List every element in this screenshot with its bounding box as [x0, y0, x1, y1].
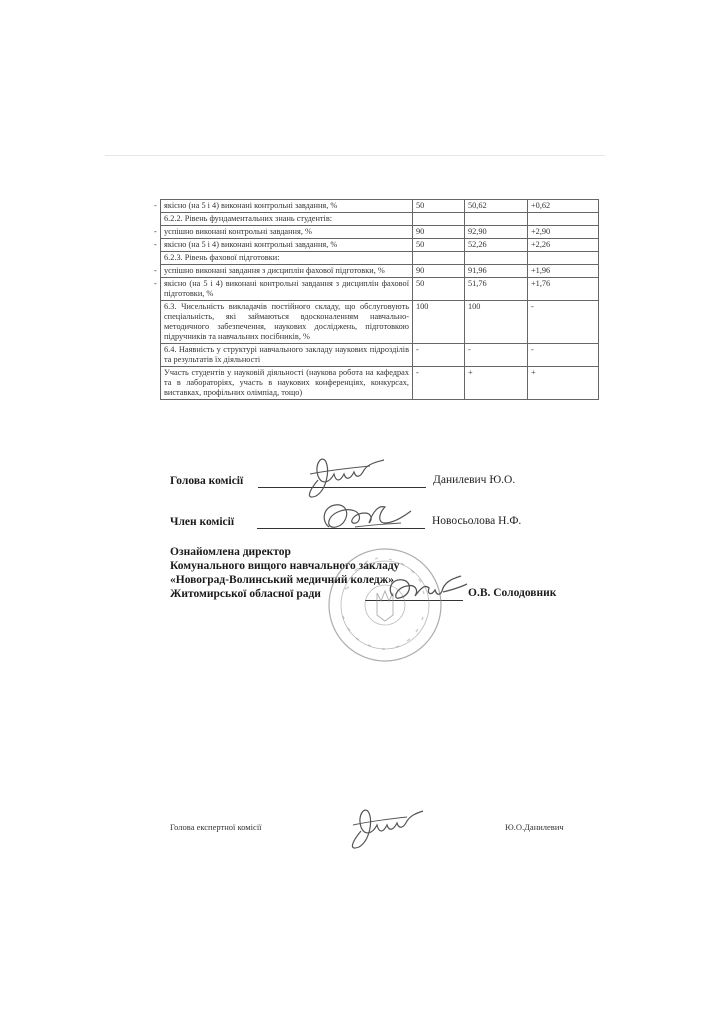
assessment-table: [154, 199, 599, 400]
planned-value: [413, 252, 465, 265]
table-row: [161, 367, 599, 400]
row-description-text: якісно (на 5 і 4) виконані контрольні завдання, %: [164, 201, 338, 210]
ack-line-3: «Новоград-Волинський медичний коледж»: [170, 574, 394, 586]
deviation-value: -: [528, 301, 599, 344]
row-description-text: 6.4. Наявність у структурі навчального закладу наукових підрозділів та результатів їх діяльності: [164, 345, 409, 364]
bullet-dash: -: [154, 266, 157, 275]
actual-value: [465, 213, 528, 226]
actual-value: 91,96: [465, 265, 528, 278]
planned-value: 90: [413, 265, 465, 278]
chair-handwritten-signature: [300, 452, 390, 502]
row-description: [154, 200, 413, 213]
row-description: [154, 226, 413, 239]
deviation-value: +1,96: [528, 265, 599, 278]
scan-edge: [105, 155, 605, 156]
row-description: [161, 252, 413, 265]
bullet-dash: -: [154, 201, 157, 210]
table-row: [161, 278, 599, 301]
table-row: [161, 265, 599, 278]
planned-value: 50: [413, 278, 465, 301]
actual-value: 100: [465, 301, 528, 344]
table-row: [161, 226, 599, 239]
actual-value: -: [465, 344, 528, 367]
row-description-text: Участь студентів у науковій діяльності (наукова робота на кафедрах та в лабораторіях, участь в наукових конференціях, конкурсах, виставках, профільних олімпіад, тощо): [164, 368, 409, 397]
assessment-table-body: [154, 200, 599, 400]
row-description-text: 6.2.2. Рівень фундаментальних знань студентів:: [164, 214, 333, 223]
actual-value: [465, 252, 528, 265]
deviation-value: +0,62: [528, 200, 599, 213]
chair-signature-row: [170, 475, 243, 487]
deviation-value: -: [528, 344, 599, 367]
actual-value: 51,76: [465, 278, 528, 301]
member-label: Член комісії: [170, 516, 235, 528]
bullet-dash: -: [154, 240, 157, 249]
actual-value: 50,62: [465, 200, 528, 213]
table-row: [161, 344, 599, 367]
director-name: О.В. Солодовник: [468, 587, 557, 599]
bullet-dash: -: [154, 227, 157, 236]
row-description-text: 6.3. Чисельність викладачів постійного складу, що обслуговують спеціальність, які займаються вдосконаленням навчально-методичного забезпечення, наукових досліджень, підготовкою підручників та навчальних посібників, %: [164, 302, 409, 341]
footer-label: Голова експертної комісії: [170, 822, 262, 832]
row-description-text: успішно виконані завдання з дисциплін фахової підготовки, %: [164, 266, 385, 275]
row-description: [154, 265, 413, 278]
member-handwritten-signature: [315, 497, 415, 537]
deviation-value: [528, 252, 599, 265]
planned-value: 50: [413, 239, 465, 252]
ack-line-4: Житомирської обласної ради: [170, 588, 321, 600]
member-name: Новосьолова Н.Ф.: [432, 515, 522, 527]
deviation-value: +1,76: [528, 278, 599, 301]
deviation-value: [528, 213, 599, 226]
actual-value: 92,90: [465, 226, 528, 239]
planned-value: -: [413, 367, 465, 400]
chair-label: Голова комісії: [170, 475, 244, 487]
bullet-dash: -: [154, 279, 157, 288]
planned-value: -: [413, 344, 465, 367]
member-signature-row: [170, 516, 234, 528]
planned-value: [413, 213, 465, 226]
ack-line-1: Ознайомлена директор: [170, 546, 291, 558]
deviation-value: +: [528, 367, 599, 400]
row-description-text: успішно виконані контрольні завдання, %: [164, 227, 312, 236]
table-row: [161, 213, 599, 226]
row-description-text: якісно (на 5 і 4) виконані контрольні завдання з дисциплін фахової підготовки, %: [164, 279, 409, 298]
deviation-value: +2,90: [528, 226, 599, 239]
actual-value: 52,26: [465, 239, 528, 252]
director-handwritten-signature: [385, 570, 470, 610]
ack-line-2: Комунального вищого навчального закладу: [170, 560, 400, 572]
row-description: [161, 367, 413, 400]
row-description-text: якісно (на 5 і 4) виконані контрольні завдання, %: [164, 240, 338, 249]
row-description: [161, 301, 413, 344]
row-description: [161, 213, 413, 226]
planned-value: 90: [413, 226, 465, 239]
table-row: [161, 301, 599, 344]
row-description-text: 6.2.3. Рівень фахової підготовки:: [164, 253, 280, 262]
footer-handwritten-signature: [345, 805, 425, 851]
deviation-value: +2,26: [528, 239, 599, 252]
row-description: [154, 278, 413, 301]
actual-value: +: [465, 367, 528, 400]
row-description: [161, 344, 413, 367]
table-row: [161, 252, 599, 265]
table-row: [161, 239, 599, 252]
planned-value: 100: [413, 301, 465, 344]
planned-value: 50: [413, 200, 465, 213]
table-row: [161, 200, 599, 213]
footer-name: Ю.О.Данилевич: [505, 822, 564, 832]
row-description: [154, 239, 413, 252]
chair-name: Данилевич Ю.О.: [433, 474, 516, 486]
